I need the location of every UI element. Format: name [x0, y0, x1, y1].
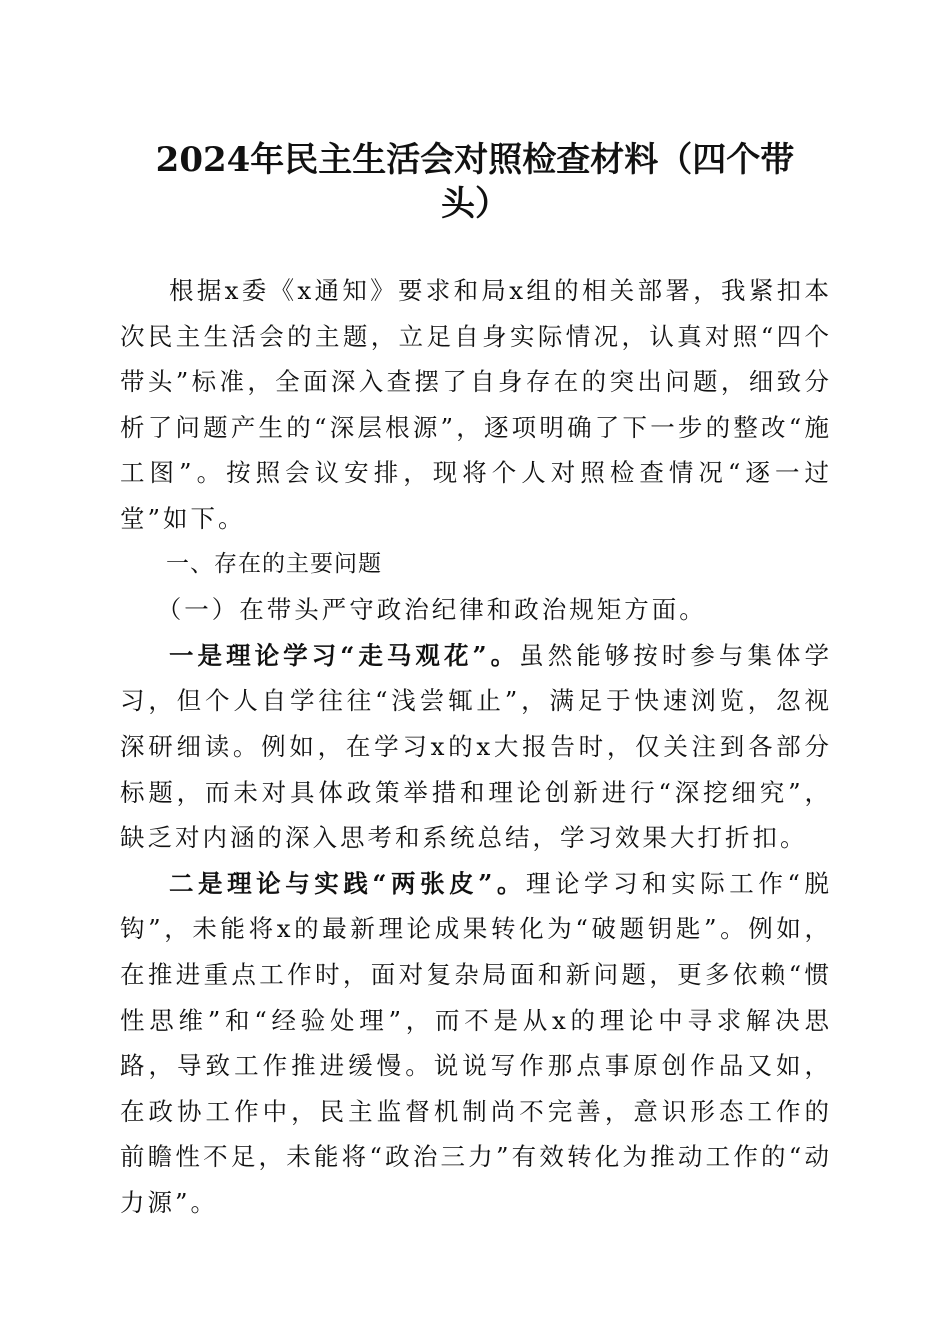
document-title-line1: 2024年民主生活会对照检查材料（四个带 [155, 140, 795, 180]
point-one-lead: 一是理论学习“走马观花”。 [169, 640, 520, 670]
point-two-lead: 二是理论与实践“两张皮”。 [169, 868, 526, 898]
point-two-paragraph [120, 861, 832, 1226]
point-two-text: 理论学习和实际工作“脱钩”，未能将x的最新理论成果转化为“破题钥匙”。例如，在推进重点工作时，面对复杂局面和新问题，更多依赖“惯性思维”和“经验处理”，而不是从x的理论中寻求解决思路，导致工作推进缓慢。说说写作那点事原创作品又如，在政协工作中，民主监督机制尚不完善，意识形态工作的前瞻性不足，未能将“政治三力”有效转化为推动工作的“动力源”。 [120, 868, 833, 1217]
point-one-paragraph [120, 633, 832, 861]
document-title-line2: 头） [441, 184, 509, 224]
intro-paragraph: 根据x委《x通知》要求和局x组的相关部署，我紧扣本次民主生活会的主题，立足自身实际情况，认真对照“四个带头”标准，全面深入查摆了自身存在的突出问题，细致分析了问题产生的“深层根源”，逐项明确了下一步的整改“施工图”。按照会议安排，现将个人对照检查情况“逐一过堂”如下。 [120, 276, 832, 533]
point-one-text: 虽然能够按时参与集体学习，但个人自学往往“浅尝辄止”，满足于快速浏览，忽视深研细读。例如，在学习x的x大报告时，仅关注到各部分标题，而未对具体政策举措和理论创新进行“深挖细究”，缺乏对内涵的深入思考和系统总结，学习效果大打折扣。 [120, 640, 833, 853]
section-heading: 一、存在的主要问题 [166, 550, 382, 577]
document-body [120, 268, 832, 1225]
subsection-heading: （一）在带头严守政治纪律和政治规矩方面。 [156, 595, 707, 625]
